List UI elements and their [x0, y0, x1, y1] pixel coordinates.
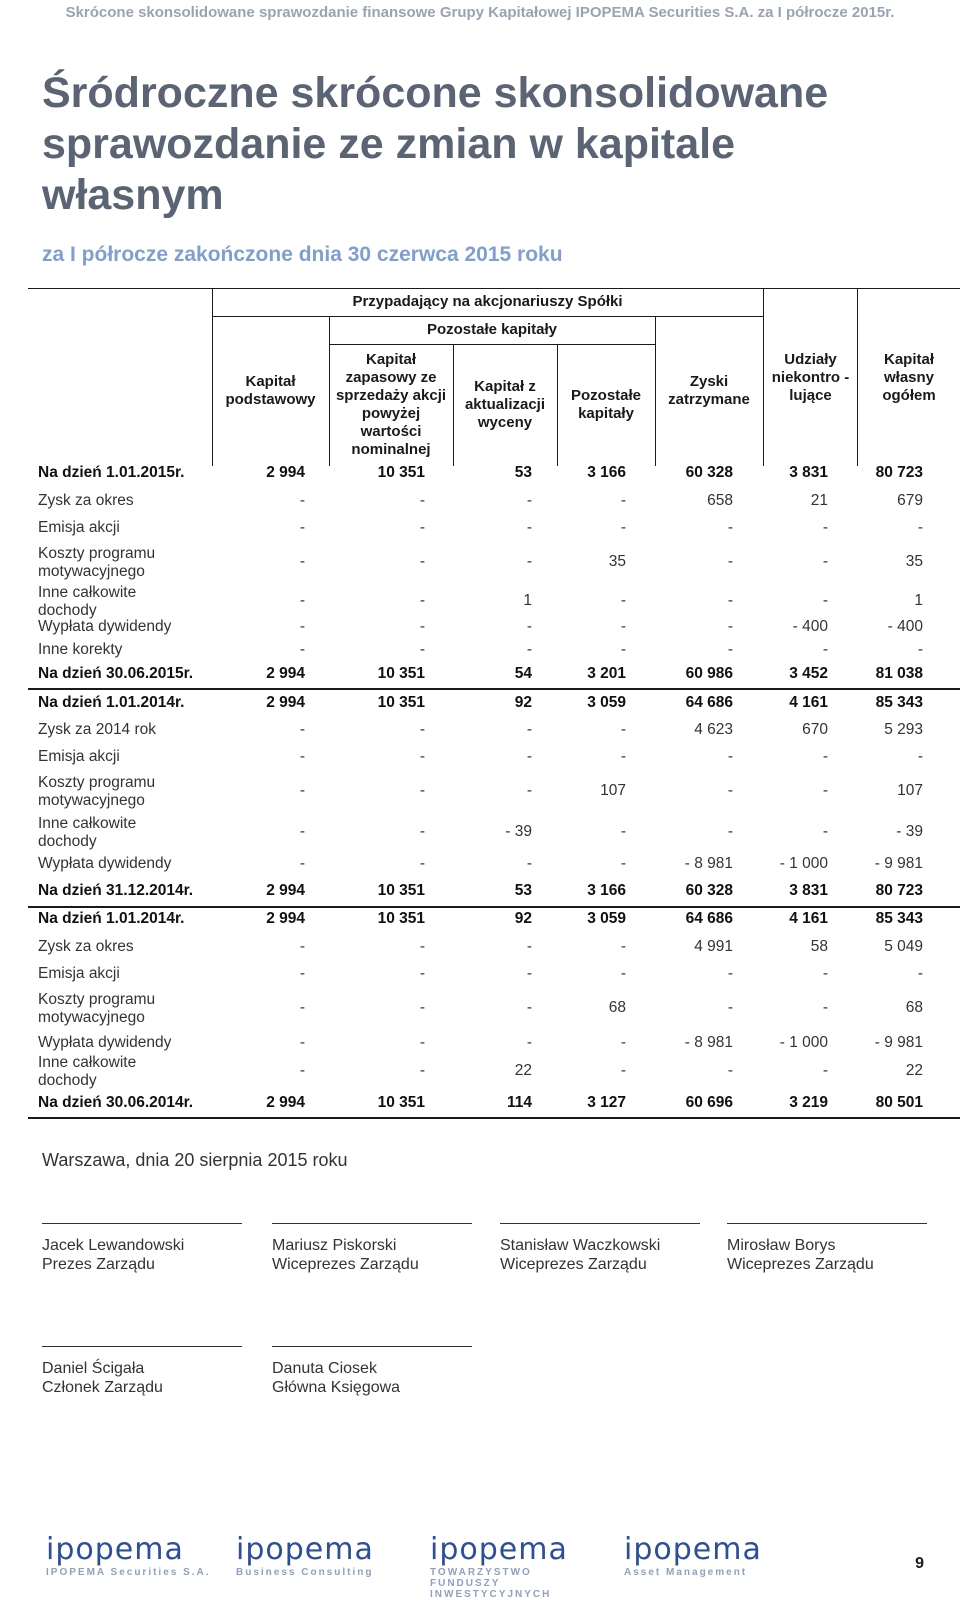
row-value: 3 831 [789, 464, 828, 481]
row-value: - [727, 748, 733, 765]
table-row [28, 964, 960, 990]
header-col-share-capital: Kapitał podstawowy [225, 373, 316, 408]
table-rule [28, 906, 960, 908]
row-value: - 1 000 [779, 855, 828, 872]
row-label: Inne korekty [38, 641, 123, 658]
logo-wordmark: ipopema [46, 1532, 184, 1567]
row-value: - [620, 823, 626, 840]
row-value: 10 351 [377, 1094, 425, 1111]
row-value: - [526, 999, 532, 1016]
row-value: 4 161 [789, 910, 828, 927]
row-value: - [419, 938, 425, 955]
signature-line [42, 1223, 242, 1224]
row-value: - [419, 1062, 425, 1079]
signatory-name: Danuta Ciosek [272, 1360, 377, 1377]
row-label: Wypłata dywidendy [38, 1034, 172, 1051]
row-label: Emisja akcji [38, 965, 120, 982]
row-label: Inne całkowite dochody [38, 584, 137, 619]
ipopema-logo [236, 1533, 411, 1591]
row-value: 2 994 [266, 910, 305, 927]
row-value: - [727, 999, 733, 1016]
row-value: 3 166 [587, 882, 626, 899]
table-row [28, 545, 960, 582]
logo-tagline: Asset Management [624, 1567, 748, 1578]
row-value: 679 [897, 492, 923, 509]
row-value: - [727, 519, 733, 536]
row-value: - [620, 748, 626, 765]
row-value: 3 201 [587, 665, 626, 682]
row-value: - [419, 999, 425, 1016]
row-value: - [299, 748, 305, 765]
row-value: - [822, 553, 828, 570]
row-value: 5 293 [884, 721, 923, 738]
row-value: 2 994 [266, 464, 305, 481]
place-date: Warszawa, dnia 20 sierpnia 2015 roku [42, 1150, 348, 1170]
row-value: 80 501 [875, 1094, 923, 1111]
row-value: 4 623 [694, 721, 733, 738]
page-number: 9 [915, 1555, 924, 1572]
row-value: 58 [810, 938, 828, 955]
row-label: Koszty programu motywacyjnego [38, 774, 156, 809]
row-value: 53 [514, 882, 532, 899]
header-col-total: Kapitał własny ogółem [882, 351, 936, 404]
signatory-role: Główna Księgowa [272, 1379, 401, 1396]
row-label: Wypłata dywidendy [38, 618, 172, 635]
signatory-name: Mirosław Borys [727, 1237, 836, 1254]
row-value: - [419, 618, 425, 635]
signatory-name: Jacek Lewandowski [42, 1237, 185, 1254]
logo-tagline: Business Consulting [236, 1567, 374, 1578]
table-row [28, 1093, 960, 1119]
row-value: - [727, 618, 733, 635]
row-value: 2 994 [266, 665, 305, 682]
row-value: 60 328 [685, 882, 733, 899]
row-value: 22 [905, 1062, 923, 1079]
header-col-minority: Udziały niekontro -lujące [771, 351, 850, 404]
row-value: - [620, 1062, 626, 1079]
row-value: - [419, 553, 425, 570]
ipopema-logo [430, 1532, 605, 1600]
header-col-revaluation: Kapitał z aktualizacji wyceny [464, 378, 546, 431]
row-value: 3 831 [789, 882, 828, 899]
row-value: - [822, 999, 828, 1016]
row-label: Koszty programu motywacyjnego [38, 991, 156, 1026]
row-value: - [526, 553, 532, 570]
row-value: 54 [514, 665, 532, 682]
row-value: - [727, 1062, 733, 1079]
signatory-role: Prezes Zarządu [42, 1256, 155, 1273]
row-value: - [822, 748, 828, 765]
row-value: - [620, 1034, 626, 1051]
row-value: 107 [600, 782, 626, 799]
row-value: - [526, 492, 532, 509]
table-row [28, 937, 960, 963]
row-label: Wypłata dywidendy [38, 855, 172, 872]
row-value: 670 [802, 721, 828, 738]
row-value: - [299, 782, 305, 799]
signature-block [500, 1223, 720, 1274]
row-value: - [419, 855, 425, 872]
row-value: - [299, 721, 305, 738]
header-col-retained: Zyski zatrzymane [668, 373, 750, 408]
row-value: - [419, 721, 425, 738]
table-rule [28, 1117, 960, 1119]
row-value: - [526, 721, 532, 738]
table-row [28, 720, 960, 746]
table-row [28, 664, 960, 690]
row-value: 3 219 [789, 1094, 828, 1111]
page-subtitle: za I półrocze zakończone dnia 30 czerwca 2015 roku [42, 243, 563, 266]
row-label: Na dzień 31.12.2014r. [38, 882, 194, 899]
row-value: 92 [514, 910, 532, 927]
row-value: 80 723 [875, 882, 923, 899]
row-label: Emisja akcji [38, 748, 120, 765]
row-value: 53 [514, 464, 532, 481]
row-value: 68 [905, 999, 923, 1016]
row-value: - [727, 965, 733, 982]
row-value: - [526, 938, 532, 955]
footer-logos [0, 1532, 960, 1600]
signatory-role: Wiceprezes Zarządu [272, 1256, 419, 1273]
row-value: 107 [897, 782, 923, 799]
table-row [28, 854, 960, 880]
row-value: - [727, 823, 733, 840]
row-value: - 8 981 [684, 1034, 733, 1051]
header-subgroup: Pozostałe kapitały [426, 321, 558, 338]
signature-block [727, 1223, 947, 1274]
table-row [28, 640, 960, 662]
row-value: - [526, 855, 532, 872]
row-value: - [526, 748, 532, 765]
row-value: 4 161 [789, 694, 828, 711]
row-value: - [419, 782, 425, 799]
table-row [28, 463, 960, 489]
signature-line [272, 1223, 472, 1224]
row-value: 85 343 [875, 910, 923, 927]
table-row [28, 491, 960, 517]
table-row [28, 617, 960, 639]
row-value: - [822, 641, 828, 658]
table-rule [28, 688, 960, 690]
row-value: 80 723 [875, 464, 923, 481]
row-value: - 1 000 [779, 1034, 828, 1051]
ipopema-logo [624, 1533, 799, 1591]
row-label: Zysk za okres [38, 938, 134, 955]
table-row [28, 815, 960, 855]
row-value: - [299, 618, 305, 635]
logo-tagline: TOWARZYSTWO FUNDUSZY INWESTYCYJNYCH [430, 1567, 552, 1600]
row-value: - [419, 823, 425, 840]
row-label: Inne całkowite dochody [38, 1054, 137, 1089]
row-value: 64 686 [685, 694, 733, 711]
table-row [28, 518, 960, 544]
row-value: 68 [608, 999, 626, 1016]
row-value: 3 166 [587, 464, 626, 481]
row-value: - [620, 965, 626, 982]
row-value: - 400 [792, 618, 828, 635]
table-row [28, 881, 960, 907]
row-value: - [620, 855, 626, 872]
row-value: - [620, 618, 626, 635]
row-value: - [299, 519, 305, 536]
row-value: 4 991 [694, 938, 733, 955]
table-row [28, 1054, 960, 1091]
row-value: - [419, 592, 425, 609]
row-value: - 9 981 [874, 1034, 923, 1051]
signatory-role: Wiceprezes Zarządu [727, 1256, 874, 1273]
signature-line [272, 1346, 472, 1347]
table-row [28, 774, 960, 814]
running-header: Skrócone skonsolidowane sprawozdanie finansowe Grupy Kapitałowej IPOPEMA Securities S.A. za I półrocze 2015r. [65, 4, 895, 21]
row-value: 3 452 [789, 665, 828, 682]
signatory-name: Daniel Ścigała [42, 1360, 145, 1377]
row-value: - [917, 641, 923, 658]
row-value: 2 994 [266, 1094, 305, 1111]
row-value: - [419, 1034, 425, 1051]
row-value: 3 059 [587, 910, 626, 927]
signature-line [500, 1223, 700, 1224]
table-row [28, 1033, 960, 1055]
signature-block [272, 1346, 492, 1397]
signatory-role: Wiceprezes Zarządu [500, 1256, 647, 1273]
row-value: - [526, 782, 532, 799]
row-value: 60 328 [685, 464, 733, 481]
row-value: - [299, 965, 305, 982]
row-label: Zysk za 2014 rok [38, 721, 157, 738]
row-value: 81 038 [875, 665, 923, 682]
row-value: - [299, 492, 305, 509]
row-value: - [822, 592, 828, 609]
row-value: - [526, 965, 532, 982]
row-value: - [419, 492, 425, 509]
row-value: - 9 981 [874, 855, 923, 872]
row-value: - [620, 641, 626, 658]
row-value: 60 986 [685, 665, 733, 682]
logo-wordmark: ipopema [430, 1532, 568, 1567]
row-value: - [526, 641, 532, 658]
row-value: - [620, 938, 626, 955]
signature-line [727, 1223, 927, 1224]
row-label: Na dzień 1.01.2014r. [38, 694, 185, 711]
table-row [28, 909, 960, 935]
row-value: - [620, 721, 626, 738]
page-title [42, 68, 922, 221]
title-line: Śródroczne skrócone skonsolidowane [42, 69, 829, 117]
row-value: - 400 [887, 618, 923, 635]
row-value: - [822, 519, 828, 536]
row-value: - [419, 641, 425, 658]
row-value: 1 [914, 592, 923, 609]
row-value: - [917, 965, 923, 982]
row-value: 35 [905, 553, 923, 570]
signatory-name: Mariusz Piskorski [272, 1237, 397, 1254]
row-label: Na dzień 1.01.2015r. [38, 464, 185, 481]
row-value: - [419, 748, 425, 765]
row-value: - [299, 999, 305, 1016]
signatory-name: Stanisław Waczkowski [500, 1237, 661, 1254]
row-value: 3 059 [587, 694, 626, 711]
row-value: 60 696 [685, 1094, 733, 1111]
row-value: 64 686 [685, 910, 733, 927]
header-col-other-capital: Pozostałe kapitały [570, 387, 642, 422]
row-value: - [620, 519, 626, 536]
row-value: - 8 981 [684, 855, 733, 872]
row-value: - [299, 553, 305, 570]
row-value: - [526, 1034, 532, 1051]
row-value: - [727, 782, 733, 799]
title-line: własnym [42, 171, 224, 219]
row-value: 114 [506, 1094, 532, 1111]
row-value: 1 [523, 592, 532, 609]
table-row [28, 747, 960, 773]
row-value: 658 [707, 492, 733, 509]
row-value: - [620, 592, 626, 609]
row-label: Koszty programu motywacyjnego [38, 545, 156, 580]
row-value: - [299, 938, 305, 955]
row-value: 92 [514, 694, 532, 711]
header-group: Przypadający na akcjonariuszy Spółki [352, 293, 623, 310]
row-value: - [822, 1062, 828, 1079]
row-value: - [620, 492, 626, 509]
row-value: 10 351 [377, 694, 425, 711]
signature-block [42, 1223, 262, 1274]
header-col-share-premium: Kapitał zapasowy ze sprzedaży akcji powyżej wartości nominalnej [335, 351, 447, 458]
row-value: - 39 [896, 823, 923, 840]
row-value: 2 994 [266, 882, 305, 899]
ipopema-logo [46, 1533, 221, 1591]
row-value: - [822, 823, 828, 840]
title-line: sprawozdanie ze zmian w kapitale [42, 120, 735, 168]
table-row [28, 584, 960, 621]
row-value: - [419, 519, 425, 536]
row-value: - [299, 1062, 305, 1079]
row-value: - [917, 519, 923, 536]
row-value: 10 351 [377, 665, 425, 682]
signatory-role: Członek Zarządu [42, 1379, 163, 1396]
row-value: - [727, 553, 733, 570]
row-value: - [419, 965, 425, 982]
row-value: - 39 [505, 823, 532, 840]
row-label: Na dzień 30.06.2014r. [38, 1094, 194, 1111]
logo-wordmark: ipopema [236, 1532, 374, 1567]
row-value: - [299, 641, 305, 658]
logo-wordmark: ipopema [624, 1532, 762, 1567]
row-value: 22 [514, 1062, 532, 1079]
row-value: - [299, 1034, 305, 1051]
table-row [28, 693, 960, 719]
row-value: - [526, 618, 532, 635]
row-value: 10 351 [377, 882, 425, 899]
row-value: - [299, 592, 305, 609]
signature-block [42, 1346, 262, 1397]
row-label: Emisja akcji [38, 519, 120, 536]
row-value: 35 [608, 553, 626, 570]
row-value: 21 [810, 492, 828, 509]
row-value: 5 049 [884, 938, 923, 955]
row-value: - [526, 519, 532, 536]
signature-line [42, 1346, 242, 1347]
row-label: Na dzień 1.01.2014r. [38, 910, 185, 927]
row-label: Inne całkowite dochody [38, 815, 137, 850]
row-value: - [727, 592, 733, 609]
row-value: - [299, 855, 305, 872]
row-value: - [822, 782, 828, 799]
row-value: 2 994 [266, 694, 305, 711]
row-value: - [917, 748, 923, 765]
table-row [28, 991, 960, 1028]
row-value: 85 343 [875, 694, 923, 711]
row-label: Zysk za okres [38, 492, 134, 509]
row-value: 3 127 [587, 1094, 626, 1111]
logo-tagline: IPOPEMA Securities S.A. [46, 1567, 211, 1578]
row-value: - [299, 823, 305, 840]
row-value: 10 351 [377, 464, 425, 481]
row-value: 10 351 [377, 910, 425, 927]
signature-block [272, 1223, 492, 1274]
row-value: - [822, 965, 828, 982]
row-value: - [727, 641, 733, 658]
row-label: Na dzień 30.06.2015r. [38, 665, 194, 682]
